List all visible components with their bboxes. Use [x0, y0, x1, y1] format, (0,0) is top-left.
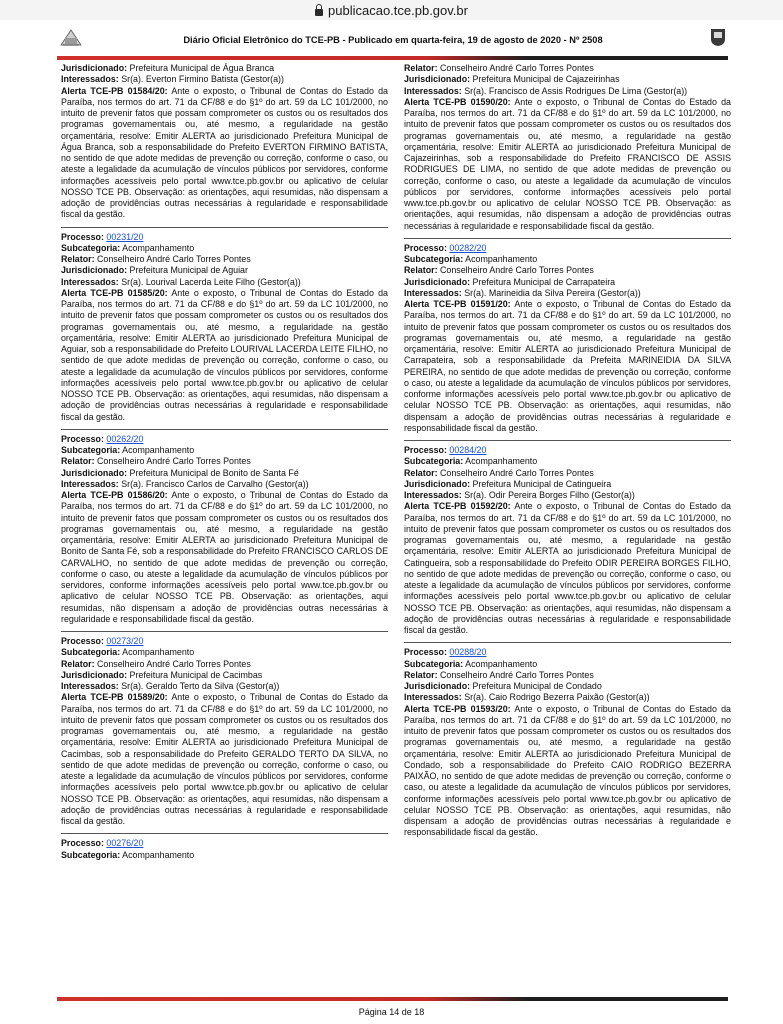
process-entry — [61, 63, 388, 221]
alerta-label: Alerta TCE-PB 01586/20: — [61, 490, 168, 500]
alerta-body: Ante o exposto, o Tribunal de Contas do Estado da Paraíba, nos termos do art. 71 da CF/88 e do §1º do art. 59 da LC 101/2000, no intuito de prevenir fatos que possam comprometer os custos ou os resultados dos programas governamentais ou, até mesmo, a regularidade na gestão orçamentária, resolve: Emitir ALERTA ao jurisdicionado Prefeitura Municipal de Carrapateira, sob a responsabilidade da Prefeita MARINEIDIA DA SILVA PEREIRA, no sentido de que adote medidas de prevenção ou correção, conforme o caso, ou ateste a legalidade da acumulação de vínculos públicos por servidores, conforme informações acessíveis pelo portal www.tce.pb.gov.br ou aplicativo de celular NOSSO TCE PB. Observação: as orientações, aqui resumidas, não dispensam a adoção de providências outras necessárias à regularidade e responsabilidade fiscal da gestão. — [404, 299, 731, 433]
relator-value: Conselheiro André Carlo Torres Pontes — [97, 254, 251, 264]
subcategoria-value: Acompanhamento — [122, 647, 195, 658]
processo-label: Processo: — [404, 445, 447, 455]
interessados-value: Sr(a). Everton Firmino Batista (Gestor(a)) — [121, 74, 284, 85]
jurisdicionado-value: Prefeitura Municipal de Cacimbas — [129, 669, 263, 680]
alerta-label: Alerta TCE-PB 01592/20: — [404, 501, 511, 512]
jurisdicionado-value: Prefeitura Municipal de Catingueira — [472, 478, 612, 489]
subcategoria-value: Acompanhamento — [465, 658, 538, 669]
alerta-body: Ante o exposto, o Tribunal de Contas do Estado da Paraíba, nos termos do art. 71 da CF/88 e do §1º do art. 59 da LC 101/2000, no intuito de prevenir fatos que possam comprometer os custos ou os resultados dos programas governamentais ou, até mesmo, a regularidade na gestão orçamentária, resolve: Emitir ALERTA ao jurisdicionado Prefeitura Municipal de Bonito de Santa Fé, sob a responsabilidade do Prefeito FRANCISCO CARLOS DE CARVALHO, no sentido de que adote medidas de prevenção ou correção, conforme o caso, ou ateste a legalidade da acumulação de vínculos públicos por servidores, conforme informações acessíveis pelo portal www.tce.pb.gov.br ou aplicativo de celular NOSSO TCE PB. Observação: as orientações, aqui resumidas, não dispensam a adoção de providências outras necessárias à regularidade e responsabilidade fiscal da gestão. — [61, 490, 388, 624]
interessados-label: Interessados: — [404, 692, 462, 703]
process-entry — [61, 232, 388, 423]
alerta-body: Ante o exposto, o Tribunal de Contas do Estado da Paraíba, nos termos do art. 71 da CF/88 e do §1º do art. 59 da LC 101/2000, no intuito de prevenir fatos que possam comprometer os custos ou os resultados dos programas governamentais ou, até mesmo, a regularidade na gestão orçamentária, resolve: Emitir ALERTA ao jurisdicionado Prefeitura Municipal de Água Branca, sob a responsabilidade do Prefeito EVERTON FIRMINO BATISTA, no sentido de que adote medidas de prevenção ou correção, conforme o caso, ou ateste a legalidade da acumulação de vínculos públicos por servidores, conforme informações acessíveis pelo portal www.tce.pb.gov.br ou aplicativo de celular NOSSO TCE PB. Observação: as orientações, aqui resumidas, não dispensam a adoção de providências outras necessárias à regularidade e responsabilidade fiscal da gestão. — [61, 85, 388, 220]
alerta-label: Alerta TCE-PB 01589/20: — [61, 692, 168, 703]
process-entry — [404, 445, 731, 636]
subcategoria-label: Subcategoria: — [61, 445, 121, 455]
relator-label: Relator: — [61, 456, 95, 467]
alerta-label: Alerta TCE-PB 01585/20: — [61, 287, 168, 298]
relator-value: Conselheiro André Carlo Torres Pontes — [440, 669, 594, 680]
interessados-value: Sr(a). Francisco Carlos de Carvalho (Gestor(a)) — [121, 478, 309, 489]
subcategoria-value: Acompanhamento — [465, 254, 538, 264]
entry-separator — [404, 440, 731, 441]
subcategoria-label: Subcategoria: — [61, 647, 121, 658]
processo-link[interactable]: 00276/20 — [106, 838, 144, 849]
processo-label: Processo: — [61, 231, 104, 242]
subcategoria-value: Acompanhamento — [122, 849, 195, 860]
processo-link[interactable]: 00282/20 — [449, 242, 487, 253]
alerta-body: Ante o exposto, o Tribunal de Contas do Estado da Paraíba, nos termos do art. 71 da CF/88 e do §1º do art. 59 da LC 101/2000, no intuito de prevenir fatos que possam comprometer os custos ou os resultados dos programas governamentais ou, até mesmo, a regularidade na gestão orçamentária, resolve: Emitir ALERTA ao jurisdicionado Prefeitura Municipal de Cacimbas, sob a responsabilidade do Prefeito GERALDO TERTO DA SILVA, no sentido de que adote medidas de prevenção ou correção, conforme o caso, ou ateste a legalidade da acumulação de vínculos públicos por servidores, conforme informações acessíveis pelo portal www.tce.pb.gov.br ou aplicativo de celular NOSSO TCE PB. Observação: as orientações, aqui resumidas, não dispensam a adoção de providências outras necessárias à regularidade e responsabilidade fiscal da gestão. — [61, 692, 388, 826]
alerta-label: Alerta TCE-PB 01590/20: — [404, 96, 511, 107]
interessados-label: Interessados: — [404, 287, 462, 298]
lock-icon — [315, 9, 323, 16]
jurisdicionado-value: Prefeitura Municipal de Carrapateira — [472, 276, 616, 287]
entry-separator — [61, 631, 388, 632]
jurisdicionado-value: Prefeitura Municipal de Bonito de Santa Fé — [129, 467, 299, 478]
jurisdicionado-value: Prefeitura Municipal de Água Branca — [129, 63, 275, 73]
jurisdicionado-value: Prefeitura Municipal de Condado — [472, 681, 602, 691]
jurisdicionado-label: Jurisdicionado: — [404, 276, 471, 287]
entry-separator — [61, 227, 388, 228]
process-entry — [404, 647, 731, 838]
interessados-value: Sr(a). Geraldo Terto da Silva (Gestor(a)) — [121, 681, 280, 691]
jurisdicionado-label: Jurisdicionado: — [404, 74, 471, 85]
process-entry — [404, 63, 731, 232]
entry-separator — [61, 429, 388, 430]
relator-label: Relator: — [61, 658, 95, 669]
jurisdicionado-value: Prefeitura Municipal de Aguiar — [129, 265, 248, 276]
subcategoria-label: Subcategoria: — [61, 849, 121, 860]
relator-label: Relator: — [61, 254, 95, 264]
subcategoria-label: Subcategoria: — [404, 456, 464, 467]
relator-label: Relator: — [404, 669, 438, 680]
right-column — [404, 63, 731, 839]
process-entry — [404, 243, 731, 434]
interessados-value: Sr(a). Francisco de Assis Rodrigues De Lima (Gestor(a)) — [464, 85, 688, 96]
processo-label: Processo: — [61, 433, 104, 444]
subcategoria-value: Acompanhamento — [122, 445, 195, 455]
jurisdicionado-label: Jurisdicionado: — [61, 265, 128, 276]
processo-link[interactable]: 00284/20 — [449, 445, 487, 455]
relator-value: Conselheiro André Carlo Torres Pontes — [440, 467, 594, 478]
entry-separator — [61, 833, 388, 834]
alerta-label: Alerta TCE-PB 01584/20: — [61, 85, 168, 96]
relator-value: Conselheiro André Carlo Torres Pontes — [97, 658, 251, 669]
alerta-body: Ante o exposto, o Tribunal de Contas do Estado da Paraíba, nos termos do art. 71 da CF/88 e do §1º do art. 59 da LC 101/2000, no intuito de prevenir fatos que possam comprometer os custos ou os resultados dos programas governamentais ou, até mesmo, a regularidade na gestão orçamentária, resolve: Emitir ALERTA ao jurisdicionado Prefeitura Municipal de Condado, sob a responsabilidade do Prefeito CAIO RODRIGO BEZERRA PAIXÃO, no sentido de que adote medidas de prevenção ou correção, conforme o caso, ou ateste a legalidade da acumulação de vínculos públicos por servidores, conforme informações acessíveis pelo portal www.tce.pb.gov.br ou aplicativo de celular NOSSO TCE PB. Observação: as orientações, aqui resumidas, não dispensam a adoção de providências outras necessárias à regularidade e responsabilidade fiscal da gestão. — [404, 703, 731, 838]
subcategoria-label: Subcategoria: — [404, 658, 464, 669]
interessados-label: Interessados: — [61, 478, 119, 489]
paraiba-seal-icon — [709, 27, 727, 47]
jurisdicionado-label: Jurisdicionado: — [61, 63, 128, 73]
document-header — [57, 27, 729, 53]
relator-label: Relator: — [404, 63, 438, 73]
interessados-label: Interessados: — [61, 681, 119, 691]
relator-label: Relator: — [404, 265, 438, 276]
process-entry — [61, 838, 388, 861]
process-entry — [61, 636, 388, 827]
interessados-label: Interessados: — [404, 85, 462, 96]
interessados-label: Interessados: — [61, 276, 119, 287]
jurisdicionado-label: Jurisdicionado: — [61, 669, 128, 680]
browser-address-bar[interactable] — [0, 0, 783, 20]
processo-link[interactable]: 00231/20 — [106, 231, 144, 242]
interessados-value: Sr(a). Caio Rodrigo Bezerra Paixão (Gestor(a)) — [464, 692, 650, 703]
jurisdicionado-label: Jurisdicionado: — [404, 681, 471, 691]
jurisdicionado-label: Jurisdicionado: — [404, 478, 471, 489]
subcategoria-label: Subcategoria: — [404, 254, 464, 264]
relator-value: Conselheiro André Carlo Torres Pontes — [97, 456, 251, 467]
alerta-body: Ante o exposto, o Tribunal de Contas do Estado da Paraíba, nos termos do art. 71 da CF/88 e do §1º do art. 59 da LC 101/2000, no intuito de prevenir fatos que possam comprometer os custos ou os resultados dos programas governamentais ou, até mesmo, a regularidade na gestão orçamentária, resolve: Emitir ALERTA ao jurisdicionado Prefeitura Municipal de Catingueira, sob a responsabilidade do Prefeito ODIR PEREIRA BORGES FILHO, no sentido de que adote medidas de prevenção ou correção, conforme o caso, ou ateste a legalidade da acumulação de vínculos públicos por servidores, conforme informações acessíveis pelo portal www.tce.pb.gov.br ou aplicativo de celular NOSSO TCE PB. Observação: as orientações, aqui resumidas, não dispensam a adoção de providências outras necessárias à regularidade e responsabilidade fiscal da gestão. — [404, 501, 731, 635]
entry-separator — [404, 642, 731, 643]
alerta-body: Ante o exposto, o Tribunal de Contas do Estado da Paraíba, nos termos do art. 71 da CF/88 e do §1º do art. 59 da LC 101/2000, no intuito de prevenir fatos que possam comprometer os custos ou os resultados dos programas governamentais ou, até mesmo, a regularidade na gestão orçamentária, resolve: Emitir ALERTA ao jurisdicionado Prefeitura Municipal de Cajazeirinhas, sob a responsabilidade do Prefeito FRANCISCO DE ASSIS RODRIGUES DE LIMA, no sentido de que adote medidas de prevenção ou correção, conforme o caso, ou ateste a legalidade da acumulação de vínculos públicos por servidores, conforme informações acessíveis pelo portal www.tce.pb.gov.br ou aplicativo de celular NOSSO TCE PB. Observação: as orientações, aqui resumidas, não dispensam a adoção de providências outras necessárias à regularidade e responsabilidade fiscal da gestão. — [404, 96, 731, 231]
alerta-body: Ante o exposto, o Tribunal de Contas do Estado da Paraíba, nos termos do art. 71 da CF/88 e do §1º do art. 59 da LC 101/2000, no intuito de prevenir fatos que possam comprometer os custos ou os resultados dos programas governamentais ou, até mesmo, a regularidade na gestão orçamentária, resolve: Emitir ALERTA ao jurisdicionado Prefeitura Municipal de Aguiar, sob a responsabilidade do Prefeito LOURIVAL LACERDA LEITE FILHO, no sentido de que adote medidas de prevenção ou correção, conforme o caso, ou ateste a legalidade da acumulação de vínculos públicos por servidores, conforme informações acessíveis pelo portal www.tce.pb.gov.br ou aplicativo de celular NOSSO TCE PB. Observação: as orientações, aqui resumidas, não dispensam a adoção de providências outras necessárias à regularidade e responsabilidade fiscal da gestão. — [61, 287, 388, 422]
jurisdicionado-value: Prefeitura Municipal de Cajazeirinhas — [472, 74, 620, 85]
processo-link[interactable]: 00262/20 — [106, 433, 144, 444]
processo-label: Processo: — [404, 647, 447, 658]
relator-value: Conselheiro André Carlo Torres Pontes — [440, 63, 594, 73]
processo-label: Processo: — [61, 636, 104, 646]
footer-divider-bar — [57, 997, 728, 1001]
jurisdicionado-label: Jurisdicionado: — [61, 467, 128, 478]
url-text[interactable]: publicacao.tce.pb.gov.br — [328, 2, 468, 18]
header-divider-bar — [57, 56, 728, 60]
processo-label: Processo: — [61, 838, 104, 849]
interessados-label: Interessados: — [404, 490, 462, 500]
relator-label: Relator: — [404, 467, 438, 478]
subcategoria-label: Subcategoria: — [61, 242, 121, 253]
document-title: Diário Oficial Eletrônico do TCE-PB - Publicado em quarta-feira, 19 de agosto de 2020 - Nº 2508 — [183, 35, 603, 45]
interessados-value: Sr(a). Odir Pereira Borges Filho (Gestor(a)) — [464, 490, 635, 500]
interessados-value: Sr(a). Lourival Lacerda Leite Filho (Gestor(a)) — [121, 276, 301, 287]
page-number: Página 14 de 18 — [358, 1007, 425, 1017]
alerta-label: Alerta TCE-PB 01593/20: — [404, 703, 511, 714]
entry-separator — [404, 238, 731, 239]
alerta-label: Alerta TCE-PB 01591/20: — [404, 299, 511, 309]
processo-link[interactable]: 00288/20 — [449, 647, 487, 658]
processo-label: Processo: — [404, 242, 447, 253]
relator-value: Conselheiro André Carlo Torres Pontes — [440, 265, 594, 276]
subcategoria-value: Acompanhamento — [122, 242, 195, 253]
process-entry — [61, 434, 388, 625]
processo-link[interactable]: 00273/20 — [106, 636, 144, 646]
interessados-label: Interessados: — [61, 74, 119, 85]
left-column — [61, 63, 388, 861]
interessados-value: Sr(a). Marineidia da Silva Pereira (Gestor(a)) — [464, 287, 641, 298]
subcategoria-value: Acompanhamento — [465, 456, 538, 467]
